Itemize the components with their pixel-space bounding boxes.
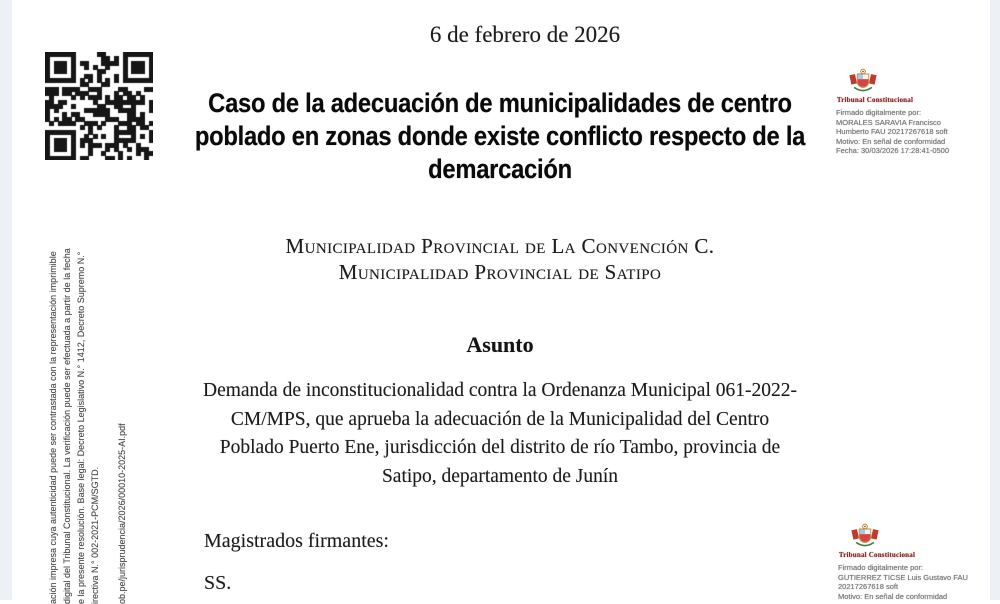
case-title-line: Caso de la adecuación de municipalidades de centro — [208, 88, 792, 118]
signature-stamp-text — [836, 108, 960, 156]
margin-disclaimer-line: digital del Tribunal Constitucional. La verificación puede ser efectuada a partir de la fecha — [62, 248, 72, 604]
margin-disclaimer-line: ación impresa cuya autenticidad puede ser contrastada con la representación imprimible — [48, 251, 58, 604]
stamp-line: MORALES SARAVIA Francisco — [836, 117, 941, 127]
subject-paragraph — [180, 377, 820, 491]
party-names — [0, 233, 1000, 285]
stamp-line: Fecha: 30/03/2026 17:28:41-0500 — [836, 146, 950, 156]
case-title-line: demarcación — [428, 154, 572, 184]
stamp-line: Motivo: En señal de conformidad — [838, 591, 948, 601]
document-url: ob.pe/jurisprudencia/2026/00010-2025-AI.pdf — [117, 423, 127, 604]
signers-abbreviation: SS. — [204, 572, 232, 594]
case-title — [60, 87, 940, 186]
margin-disclaimer — [46, 180, 102, 604]
subject-line: Demanda de inconstitucionalidad contra la Ordenanza Municipal 061-2022- — [202, 380, 797, 401]
peru-coat-of-arms-icon — [849, 68, 877, 94]
party-name-line: Municipalidad Provincial de Satipo — [338, 260, 662, 284]
digital-signature-stamp-morales — [836, 64, 960, 156]
margin-disclaimer-line: e la presente resolución. Base legal: Decreto Legislativo N.° 1412, Decreto Supremo N.° — [76, 251, 86, 604]
case-title-line: poblado en zonas donde existe conflicto respecto de la — [194, 121, 806, 151]
peru-coat-of-arms-icon — [851, 523, 879, 549]
stamp-line: 20217267618 soft — [838, 582, 899, 592]
page-left-gutter — [0, 0, 12, 600]
stamp-line: Firmado digitalmente por: — [836, 108, 922, 117]
stamp-line: Humberto FAU 20217267618 soft — [836, 127, 948, 137]
party-name-line: Municipalidad Provincial de La Convención C. — [285, 234, 715, 258]
stamp-line: GUTIERREZ TICSE Luis Gustavo FAU — [838, 572, 968, 582]
tribunal-constitucional-label: Tribunal Constitucional — [838, 551, 916, 559]
signers-label: Magistrados firmantes: — [204, 530, 389, 552]
page-right-gutter — [990, 0, 1000, 600]
stamp-line: Motivo: En señal de conformidad — [836, 136, 946, 146]
tribunal-constitucional-label: Tribunal Constitucional — [836, 96, 914, 104]
digital-signature-stamp-gutierrez — [838, 519, 968, 601]
signature-stamp-text — [838, 563, 968, 601]
document-date: 6 de febrero de 2026 — [429, 22, 621, 47]
subject-line: Satipo, departamento de Junín — [381, 465, 619, 487]
subject-line: CM/MPS, que aprueba la adecuación de la Municipalidad del Centro — [230, 408, 770, 430]
margin-disclaimer-line: irectiva N.° 002-2021-PCM/SGTD. — [90, 466, 100, 604]
stamp-line: Firmado digitalmente por: — [838, 563, 924, 572]
section-heading-asunto: Asunto — [466, 332, 534, 357]
subject-line: Poblado Puerto Ene, jurisdicción del distrito de río Tambo, provincia de — [219, 437, 781, 458]
